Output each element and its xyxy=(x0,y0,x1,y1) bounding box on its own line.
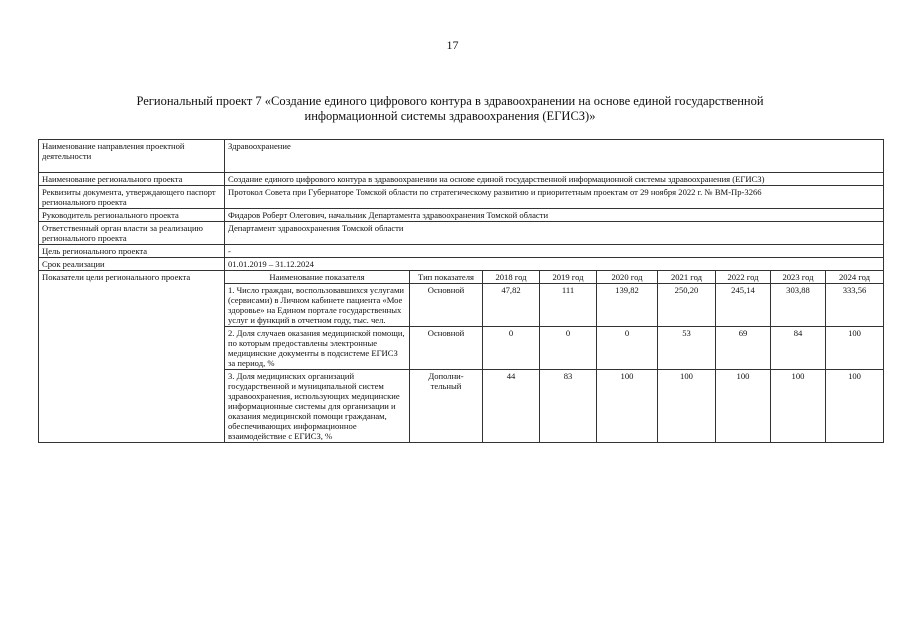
indicator-name: 3. Доля медицинских организаций государственной и муниципальной систем здравоохранения, использующих медицинские информационные системы для организации и оказания медицинской помощи гражданам, обеспечивающих информационное взаимодействие с ЕГИСЗ, % xyxy=(225,370,410,443)
indicator-value: 84 xyxy=(771,327,826,370)
header-year: 2020 год xyxy=(597,271,658,284)
indicator-type: Основной xyxy=(410,284,483,327)
table-row xyxy=(39,222,884,245)
indicator-value: 0 xyxy=(540,327,597,370)
header-indicator-name: Наименование показателя xyxy=(225,271,410,284)
indicator-value: 100 xyxy=(658,370,716,443)
indicator-value: 100 xyxy=(716,370,771,443)
row-label: Цель регионального проекта xyxy=(39,245,225,258)
table-row xyxy=(39,186,884,209)
table-row xyxy=(39,245,884,258)
row-label: Наименование регионального проекта xyxy=(39,173,225,186)
row-value: 01.01.2019 – 31.12.2024 xyxy=(225,258,884,271)
indicator-value: 69 xyxy=(716,327,771,370)
row-label: Ответственный орган власти за реализацию регионального проекта xyxy=(39,222,225,245)
title-line-2: информационной системы здравоохранения (ЕГИСЗ)» xyxy=(304,109,596,123)
indicator-value: 100 xyxy=(826,370,884,443)
row-value: Протокол Совета при Губернаторе Томской области по стратегическому развитию и приоритетным проектам от 29 ноября 2022 г. № ВМ-Пр-3266 xyxy=(225,186,884,209)
indicator-type: Основной xyxy=(410,327,483,370)
indicator-value: 0 xyxy=(483,327,540,370)
table-row xyxy=(39,209,884,222)
indicator-value: 111 xyxy=(540,284,597,327)
row-value: Департамент здравоохранения Томской области xyxy=(225,222,884,245)
header-indicator-type: Тип показателя xyxy=(410,271,483,284)
indicator-value: 100 xyxy=(597,370,658,443)
row-label: Наименование направления проектной деятельности xyxy=(39,140,225,173)
row-value: Создание единого цифрового контура в здравоохранении на основе единой государственной информационной системы здравоохранения (ЕГИСЗ) xyxy=(225,173,884,186)
title-line-1: Региональный проект 7 «Создание единого цифрового контура в здравоохранении на основе единой государственной xyxy=(136,94,764,108)
row-value: Фидаров Роберт Олегович, начальник Департамента здравоохранения Томской области xyxy=(225,209,884,222)
page-number: 17 xyxy=(446,38,459,52)
document-title xyxy=(40,94,860,124)
header-year: 2022 год xyxy=(716,271,771,284)
indicator-value: 0 xyxy=(597,327,658,370)
header-year: 2019 год xyxy=(540,271,597,284)
indicator-type: Дополни-тельный xyxy=(410,370,483,443)
row-label: Реквизиты документа, утверждающего паспорт регионального проекта xyxy=(39,186,225,209)
indicator-value: 303,88 xyxy=(771,284,826,327)
header-year: 2018 год xyxy=(483,271,540,284)
indicator-value: 245,14 xyxy=(716,284,771,327)
header-year: 2023 год xyxy=(771,271,826,284)
indicator-value: 83 xyxy=(540,370,597,443)
indicator-name: 1. Число граждан, воспользовавшихся услугами (сервисами) в Личном кабинете пациента «Мое здоровье» на Едином портале государственных услуг и функций в отчетном году, тыс. чел. xyxy=(225,284,410,327)
indicator-value: 139,82 xyxy=(597,284,658,327)
table-row xyxy=(39,173,884,186)
header-year: 2024 год xyxy=(826,271,884,284)
row-value: - xyxy=(225,245,884,258)
indicator-value: 53 xyxy=(658,327,716,370)
indicator-value: 47,82 xyxy=(483,284,540,327)
row-label: Срок реализации xyxy=(39,258,225,271)
project-passport-table xyxy=(38,139,884,443)
indicators-header-row xyxy=(39,271,884,284)
table-row xyxy=(39,258,884,271)
table-row xyxy=(39,140,884,173)
row-value: Здравоохранение xyxy=(225,140,884,173)
row-label: Руководитель регионального проекта xyxy=(39,209,225,222)
indicator-name: 2. Доля случаев оказания медицинской помощи, по которым предоставлены электронные медицинские документы в подсистеме ЕГИСЗ за период, % xyxy=(225,327,410,370)
indicator-value: 44 xyxy=(483,370,540,443)
indicators-section-label: Показатели цели регионального проекта xyxy=(39,271,225,443)
indicator-value: 100 xyxy=(771,370,826,443)
indicator-value: 333,56 xyxy=(826,284,884,327)
indicator-value: 250,20 xyxy=(658,284,716,327)
indicator-value: 100 xyxy=(826,327,884,370)
header-year: 2021 год xyxy=(658,271,716,284)
